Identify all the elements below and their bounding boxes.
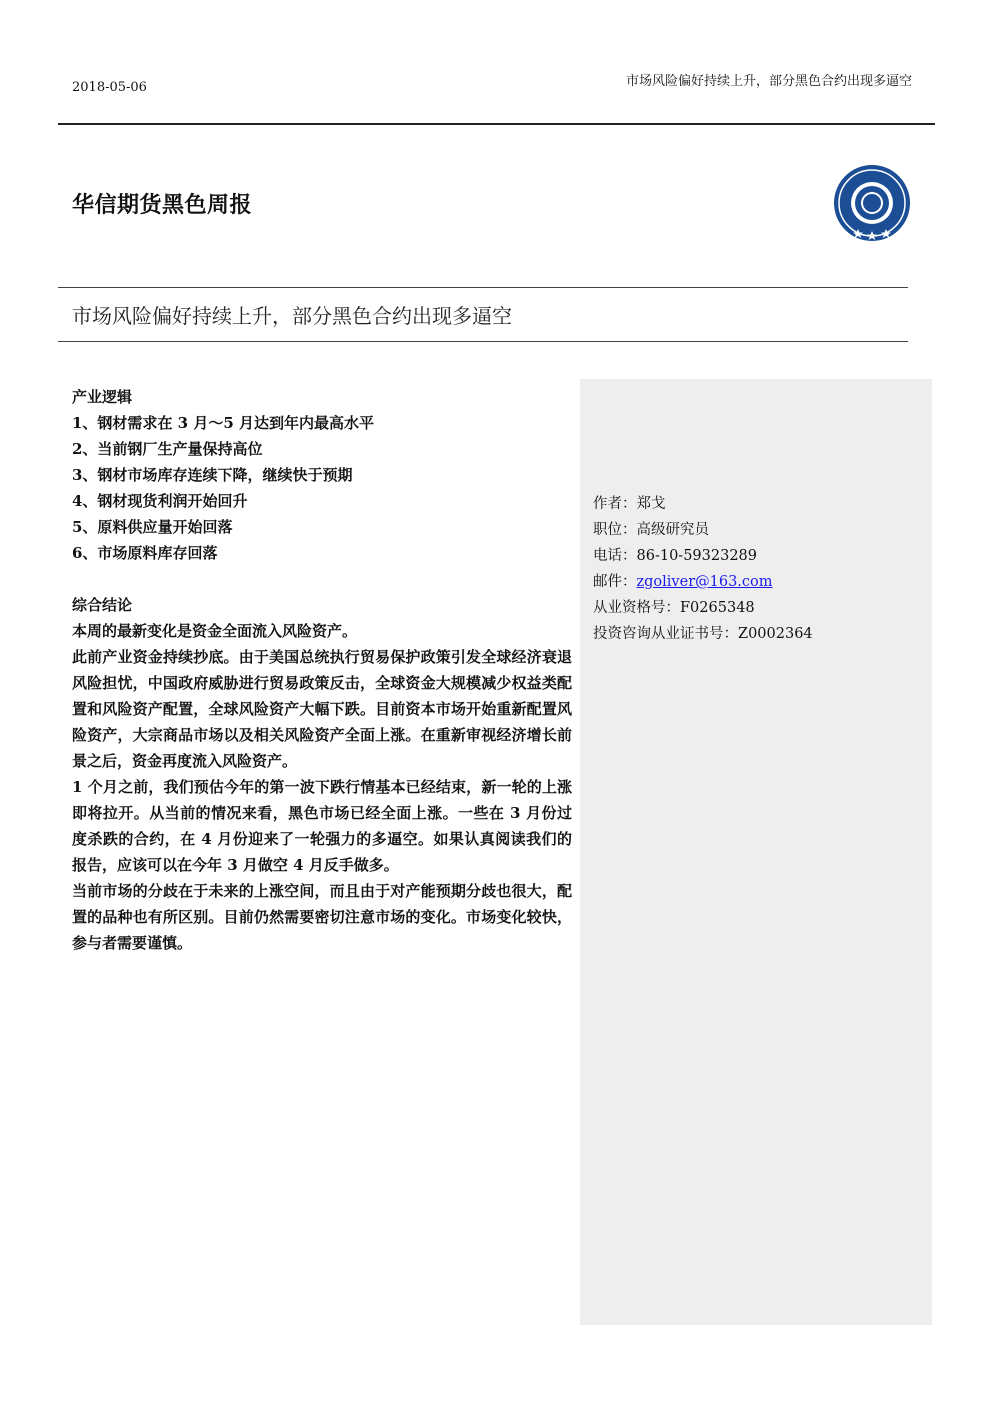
subtitle-top-rule [58, 287, 908, 288]
author-info [593, 491, 813, 647]
author-phone-row [593, 543, 813, 569]
conclusion-paragraph: 1 个月之前，我们预估今年的第一波下跌行情基本已经结束，新一轮的上涨即将拉开。从当前的情况来看，黑色市场已经全面上涨。一些在 3 月份过度杀跌的合约，在 4 月份迎来了一轮强力的多逼空。如果认真阅读我们的报告，应该可以在今年 3 月做空 4 月反手做多。 [72, 778, 572, 874]
logic-item: 3、钢材市场库存连续下降，继续快于预期 [72, 466, 353, 484]
logic-item: 4、钢材现货利润开始回升 [72, 492, 248, 510]
author-cert-label: 投资咨询从业证书号： [593, 626, 738, 642]
author-title-row [593, 517, 813, 543]
section-spacer [72, 566, 572, 592]
author-qual-label: 从业资格号： [593, 600, 680, 616]
header-date: 2018-05-06 [72, 80, 147, 95]
author-cert-row [593, 621, 813, 647]
logic-item: 6、市场原料库存回落 [72, 544, 218, 562]
author-phone: 86-10-59323289 [636, 548, 758, 564]
subtitle-bottom-rule [58, 341, 908, 342]
conclusion-paragraph: 本周的最新变化是资金全面流入风险资产。 [72, 622, 358, 640]
author-title: 高级研究员 [636, 522, 709, 538]
logic-item: 2、当前钢厂生产量保持高位 [72, 440, 263, 458]
author-title-label: 职位： [593, 522, 637, 538]
conclusion-paragraph: 当前市场的分歧在于未来的上涨空间，而且由于对产能预期分歧也很大，配置的品种也有所区别。目前仍然需要密切注意市场的变化。市场变化较快，参与者需要谨慎。 [72, 882, 572, 952]
report-title: 华信期货黑色周报 [72, 193, 253, 218]
author-email-row [593, 569, 813, 595]
header-running-title: 市场风险偏好持续上升，部分黑色合约出现多逼空 [625, 74, 912, 89]
logic-heading: 产业逻辑 [72, 388, 133, 406]
author-cert: Z0002364 [738, 626, 813, 642]
header-divider [58, 123, 935, 125]
author-name-row [593, 491, 813, 517]
author-name: 郑戈 [636, 496, 666, 512]
author-email-link[interactable]: zgoliver@163.com [636, 574, 773, 590]
author-phone-label: 电话： [593, 548, 637, 564]
report-subtitle: 市场风险偏好持续上升，部分黑色合约出现多逼空 [72, 304, 512, 328]
main-content [72, 384, 572, 956]
company-seal-icon [832, 163, 912, 243]
author-qual: F0265348 [680, 600, 755, 616]
author-name-label: 作者： [593, 496, 637, 512]
author-qual-row [593, 595, 813, 621]
conclusion-paragraph: 此前产业资金持续抄底。由于美国总统执行贸易保护政策引发全球经济衰退风险担忧，中国政府威胁进行贸易政策反击，全球资金大规模减少权益类配置和风险资产配置，全球风险资产大幅下跌。目前资本市场开始重新配置风险资产，大宗商品市场以及相关风险资产全面上涨。在重新审视经济增长前景之后，资金再度流入风险资产。 [72, 648, 572, 770]
logic-item: 1、钢材需求在 3 月～5 月达到年内最高水平 [72, 414, 374, 432]
conclusion-heading: 综合结论 [72, 596, 133, 614]
logic-item: 5、原料供应量开始回落 [72, 518, 233, 536]
author-email-label: 邮件： [593, 574, 637, 590]
